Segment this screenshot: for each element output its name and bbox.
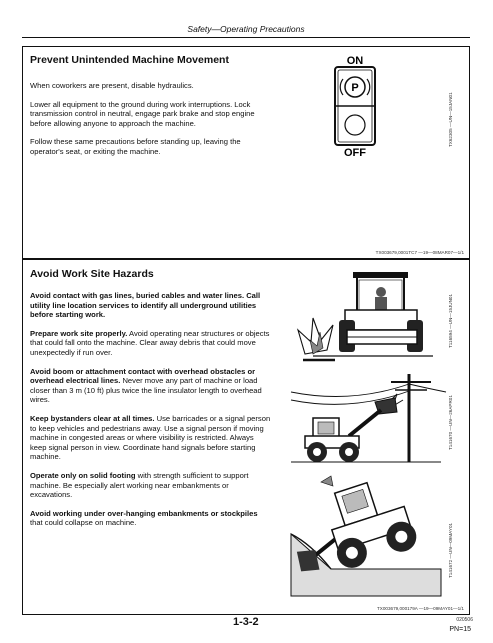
pn-code: PN=15 [449, 626, 471, 633]
figure-code: T116594 —UN—15JUN01 [448, 293, 453, 348]
section-title: Avoid Work Site Hazards [30, 268, 154, 280]
paragraph [30, 329, 272, 358]
figure-code: T141672 —UN—09MAY01 [448, 522, 453, 578]
power-line-hazard-illustration [291, 372, 446, 464]
paragraph [30, 367, 272, 405]
paragraph-lead: Avoid boom or attachment contact with overhead obstacles or overhead electrical lines. [30, 366, 256, 386]
paragraph: Avoid contact with gas lines, buried cables and water lines. Call utility line location services to identify all underground utilities before starting work. [30, 291, 261, 320]
park-brake-switch-figure [319, 55, 409, 157]
paragraph [30, 471, 272, 500]
paragraph-lead: Avoid working under over-hanging embankments or stockpiles [30, 508, 258, 518]
paragraph-lead: Keep bystanders clear at all times. [30, 413, 155, 423]
unstable-footing-illustration [291, 474, 446, 596]
reference-code: TX003679,0001TC7 —19—08MAR07—1/1 [375, 250, 464, 255]
figure-code: TX62305 —UN—15JAN01 [448, 92, 453, 147]
off-label: OFF [344, 147, 366, 159]
reference-code: TX003679,000179A —19—09MAY01—1/1 [376, 606, 464, 611]
paragraph: Follow these same precautions before standing up, leaving the operator's seat, or exiting the machine. [30, 137, 241, 156]
section-title: Prevent Unintended Machine Movement [30, 54, 229, 66]
on-label: ON [346, 55, 364, 67]
section-work-site-hazards [22, 259, 470, 615]
small-code: 020506 [456, 617, 473, 623]
figure-code: T141670 —UN—26APR01 [448, 395, 453, 450]
page-header: Safety—Operating Precautions [22, 24, 470, 38]
paragraph-rest: that could collapse on machine. [30, 518, 137, 528]
paragraph [30, 414, 272, 462]
paragraph-rest: with strength sufficient to support machine. Be especially alert working near embankments or excavations. [30, 470, 249, 500]
section-prevent-movement [22, 46, 470, 259]
paragraph-rest: Never move any part of machine or load closer than 3 m (10 ft) plus twice the line insulator length to overhead wires. [30, 376, 262, 405]
paragraph [30, 509, 272, 528]
paragraph: Lower all equipment to the ground during work interruptions. Lock transmission control in neutral, engage park brake and stop engine before allowing anyone to approach the machine. [30, 99, 255, 128]
section-body [30, 81, 272, 157]
paragraph-lead: Operate only on solid footing [30, 470, 136, 480]
gas-line-hazard-illustration [293, 270, 443, 365]
page-number: 1-3-2 [233, 616, 259, 628]
park-symbol: P [351, 82, 359, 94]
section-body [30, 291, 272, 528]
paragraph-rest: Avoid operating near structures or objects that could fall onto the machine. Clear away debris that could move unexpectedly if run over. [30, 328, 270, 357]
paragraph-rest: Use barricades or a signal person to keep vehicles and pedestrians away. Use a signal person if moving machine in congested areas or where visibility is restricted. Always keep signal person in view. Coordinate hand signals before starting machine. [30, 413, 271, 462]
paragraph-lead: Prepare work site properly. [30, 328, 128, 338]
paragraph: When coworkers are present, disable hydraulics. [30, 81, 194, 90]
